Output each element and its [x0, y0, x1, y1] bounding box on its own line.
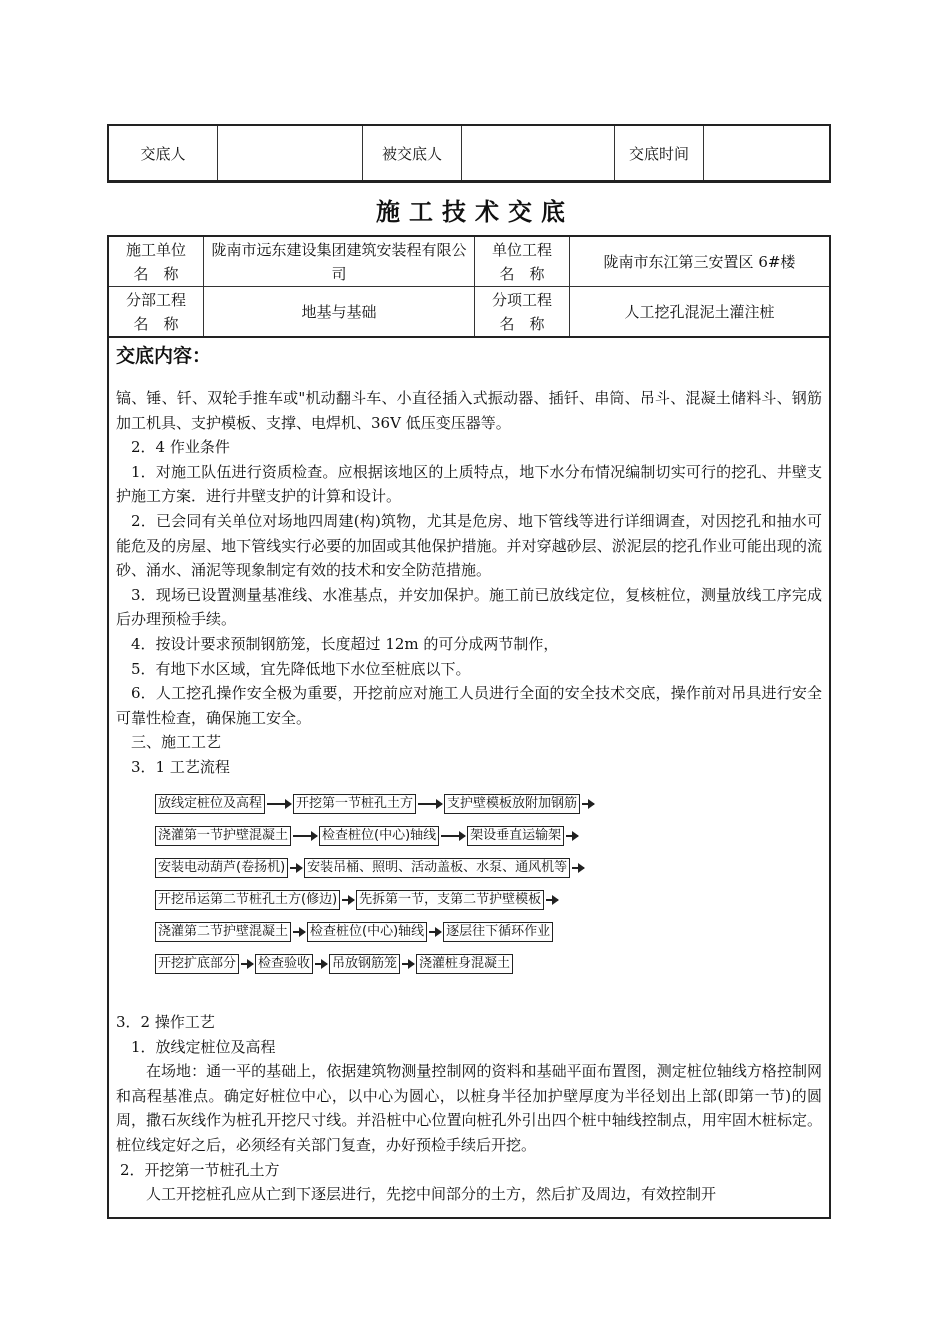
discloser-value[interactable] — [218, 125, 363, 182]
flow-row — [155, 825, 580, 847]
flow-row — [155, 889, 560, 911]
arrow-icon — [429, 931, 441, 933]
discloser-label: 交底人 — [108, 125, 218, 182]
flow-step: 支护壁模板放附加钢筋 — [444, 794, 580, 814]
paragraph: 2．已会同有关单位对场地四周建(构)筑物，尤其是危房、地下管线等进行详细调查，对因挖孔和抽水可能危及的房屋、地下管线实行必要的加固或其他保护措施。并对穿越砂层、淤泥层的挖孔作业可能出现的流砂、涌水、涌泥等现象制定有效的技术和安全防范措施。 — [116, 511, 822, 580]
flow-step: 安装电动葫芦(卷扬机) — [155, 858, 288, 878]
arrow-icon — [267, 803, 291, 805]
flow-step: 浇灌桩身混凝土 — [416, 954, 513, 974]
division-value: 地基与基础 — [204, 287, 475, 338]
paragraph: 1．对施工队伍进行资质检查。应根据该地区的上质特点，地下水分布情况编制切实可行的挖孔、井壁支护施工方案．进行井壁支护的计算和设计。 — [116, 462, 822, 506]
recipient-label: 被交底人 — [363, 125, 462, 182]
arrow-icon — [402, 963, 414, 965]
flow-row — [155, 953, 513, 975]
arrow-icon — [241, 963, 253, 965]
flow-step: 开挖第一节桩孔土方 — [293, 794, 416, 814]
recipient-value[interactable] — [462, 125, 615, 182]
arrow-icon — [290, 867, 302, 869]
flow-row — [155, 921, 553, 943]
flow-step: 逐层往下循环作业 — [443, 922, 553, 942]
unit-label: 施工单位 名 称 — [108, 236, 204, 287]
unit-value: 陇南市远东建设集团建筑安装程有限公司 — [204, 236, 475, 287]
paragraph: 6．人工挖孔操作安全极为重要，开挖前应对施工人员进行全面的安全技术交底，操作前对吊具进行安全可靠性检查，确保施工安全。 — [116, 684, 822, 727]
flow-row — [155, 857, 586, 879]
project-info-table — [107, 235, 831, 338]
content-body — [116, 386, 822, 780]
division-label: 分部工程 名 称 — [108, 287, 204, 338]
flow-step: 架设垂直运输架 — [467, 826, 564, 846]
flow-step: 检查验收 — [255, 954, 313, 974]
arrow-icon — [293, 931, 305, 933]
time-label: 交底时间 — [615, 125, 704, 182]
project-value: 陇南市东江第三安置区 6#楼 — [570, 236, 831, 287]
item-heading: 1．放线定桩位及高程 — [131, 1037, 276, 1056]
flow-step: 开挖吊运第二节桩孔土方(修边) — [155, 890, 340, 910]
subsection-heading: 3．1 工艺流程 — [131, 757, 230, 776]
content-body-continued — [116, 1010, 822, 1207]
flow-row — [155, 793, 596, 815]
item-heading: 2．开挖第一节桩孔土方 — [120, 1160, 280, 1179]
paragraph: 5．有地下水区域，宜先降低地下水位至桩底以下。 — [131, 659, 471, 678]
arrow-icon — [293, 835, 317, 837]
subitem-label: 分项工程 名 称 — [475, 287, 570, 338]
flow-step: 检查桩位(中心)轴线 — [319, 826, 439, 846]
page-title: 施工技术交底 — [376, 197, 574, 226]
arrow-icon — [441, 835, 465, 837]
paragraph: 人工开挖桩孔应从亡到下逐层进行，先挖中间部分的土方，然后扩及周边，有效控制开 — [146, 1185, 717, 1204]
flow-step: 浇灌第一节护壁混凝土 — [155, 826, 291, 846]
arrow-icon — [342, 899, 354, 901]
paragraph: 2．4 作业条件 — [131, 438, 230, 457]
paragraph: 4．按设计要求预制钢筋笼，长度超过 12m 的可分成两节制作， — [131, 634, 559, 653]
content-heading: 交底内容： — [116, 345, 212, 367]
arrow-icon — [418, 803, 442, 805]
section-heading: 三、施工工艺 — [131, 733, 222, 752]
process-flow-diagram — [155, 793, 615, 983]
paragraph: 镐、锤、钎、双轮手推车或"机动翻斗车、小直径插入式振动器、插钎、串筒、吊斗、混凝土储料斗、钢筋加工机具、支护模板、支撑、电焊机、36V 低压变压器等。 — [116, 389, 822, 432]
subitem-value: 人工挖孔混泥土灌注桩 — [570, 287, 831, 338]
paragraph: 3．现场已设置测量基准线、水准基点，并安加保护。施工前已放线定位，复核桩位，测量放线工序完成后办理预检手续。 — [116, 585, 822, 629]
arrow-icon — [566, 835, 578, 837]
arrow-icon — [582, 803, 594, 805]
flow-step: 放线定桩位及高程 — [155, 794, 265, 814]
subsection-heading: 3．2 操作工艺 — [116, 1013, 215, 1031]
project-label: 单位工程 名 称 — [475, 236, 570, 287]
flow-step: 先拆第一节，支第二节护壁模板 — [356, 890, 544, 910]
paragraph: 在场地：通一平的基础上，依据建筑物测量控制网的资料和基础平面布置图，测定桩位轴线方格控制网和高程基准点。确定好桩位中心，以中心为圆心，以桩身半径加护壁厚度为半径划出上部(即第一节)的圆周，撒石灰线作为桩孔开挖尺寸线。并沿桩中心位置向桩孔外引出四个桩中轴线控制点，用牢固木桩标定。桩位线定好之后，必须经有关部门复查，办好预检手续后开挖。 — [116, 1062, 822, 1154]
signoff-table — [107, 124, 831, 183]
flow-step: 开挖扩底部分 — [155, 954, 239, 974]
time-value[interactable] — [704, 125, 831, 182]
flow-step: 浇灌第二节护壁混凝土 — [155, 922, 291, 942]
arrow-icon — [546, 899, 558, 901]
flow-step: 检查桩位(中心)轴线 — [307, 922, 427, 942]
arrow-icon — [572, 867, 584, 869]
flow-step: 吊放钢筋笼 — [329, 954, 400, 974]
arrow-icon — [315, 963, 327, 965]
flow-step: 安装吊桶、照明、活动盖板、水泵、通风机等 — [304, 858, 570, 878]
